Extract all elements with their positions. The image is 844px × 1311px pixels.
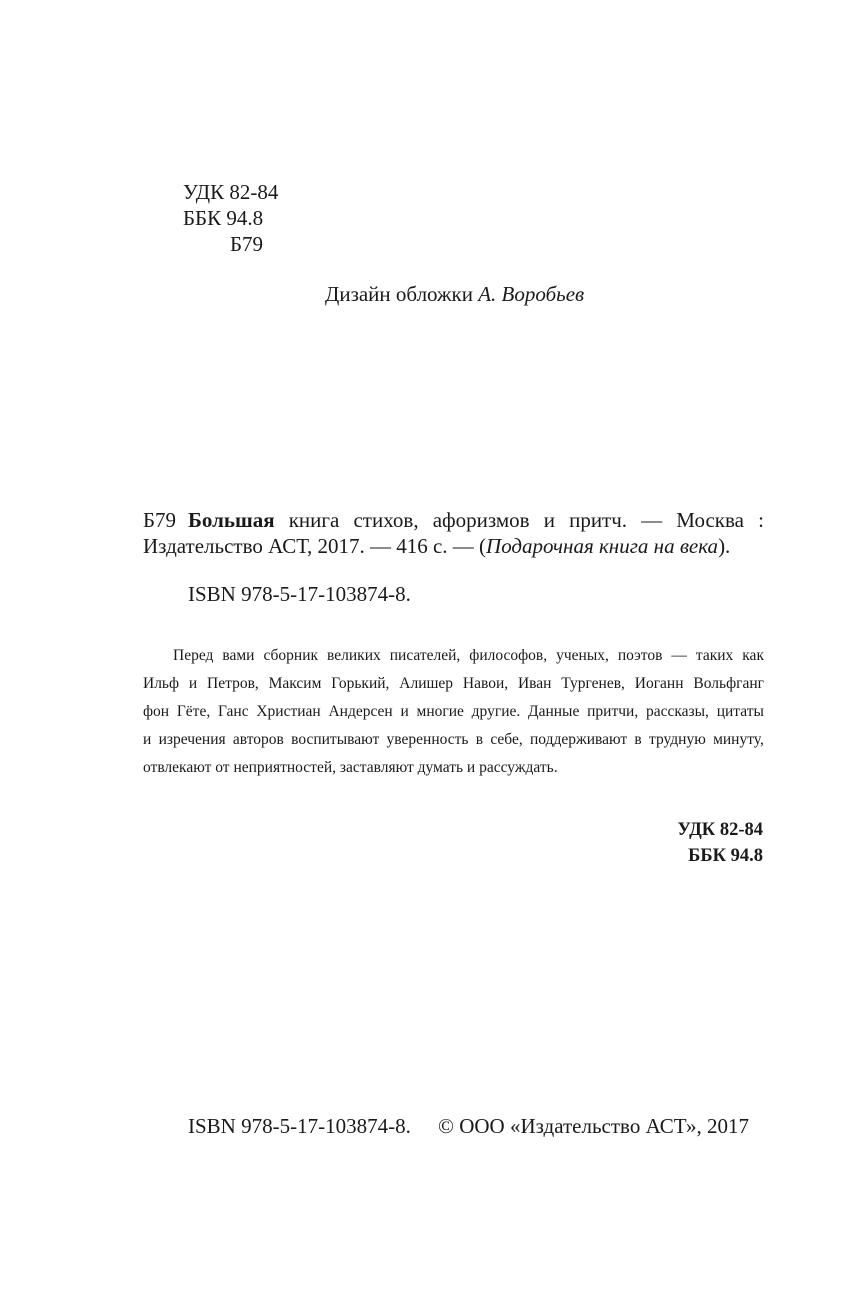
biblio-word: Москва [676, 508, 744, 532]
footer-isbn: ISBN 978-5-17-103874-8. [188, 1114, 411, 1138]
header-author-mark: Б79 [230, 232, 264, 256]
cover-designer-name: А. Воробьев [478, 282, 585, 306]
annotation-line: Перед вами сборник великих писателей, философов, ученых, поэтов — таких как [173, 647, 764, 664]
annotation-line: Ильф и Петров, Максим Горький, Алишер Навои, Иван Тургенев, Иоганн Вольфганг [143, 675, 764, 692]
classification-udk: УДК 82-84 [677, 820, 763, 840]
biblio-line-2 [143, 532, 730, 560]
biblio-title-bold: Большая [188, 508, 275, 532]
annotation-line: фон Гёте, Ганс Христиан Андерсен и многие другие. Данные притчи, рассказы, цитаты [143, 703, 764, 720]
classification-bbk: ББК 94.8 [688, 846, 763, 866]
cover-design-label: Дизайн обложки [325, 282, 473, 306]
biblio-isbn: ISBN 978-5-17-103874-8. [188, 582, 411, 606]
biblio-word: афоризмов [432, 508, 530, 532]
cover-design-credit [325, 280, 584, 308]
biblio-series: Подарочная книга на века [486, 534, 719, 558]
biblio-mark: Б79 [143, 508, 177, 532]
biblio-publisher: Издательство АСТ, 2017. — 416 с. — ( [143, 534, 487, 558]
annotation-line: и изречения авторов воспитывают уверенность в себе, поддерживают в трудную минуту, [143, 731, 764, 748]
biblio-word: притч. [569, 508, 628, 532]
annotation-line: отвлекают от неприятностей, заставляют думать и рассуждать. [143, 759, 558, 776]
annotation [143, 642, 764, 782]
biblio-word: : [758, 508, 764, 532]
biblio-word: стихов, [353, 508, 419, 532]
footer-copyright: © ООО «Издательство АСТ», 2017 [438, 1114, 749, 1138]
header-bbk: ББК 94.8 [183, 206, 264, 230]
biblio-description [188, 506, 764, 534]
header-udk: УДК 82-84 [183, 180, 279, 204]
biblio-word: и [543, 508, 555, 532]
biblio-word: — [641, 508, 663, 532]
biblio-line2-end: ). [718, 534, 731, 558]
biblio-line-1 [188, 506, 764, 534]
biblio-word: книга [288, 508, 340, 532]
